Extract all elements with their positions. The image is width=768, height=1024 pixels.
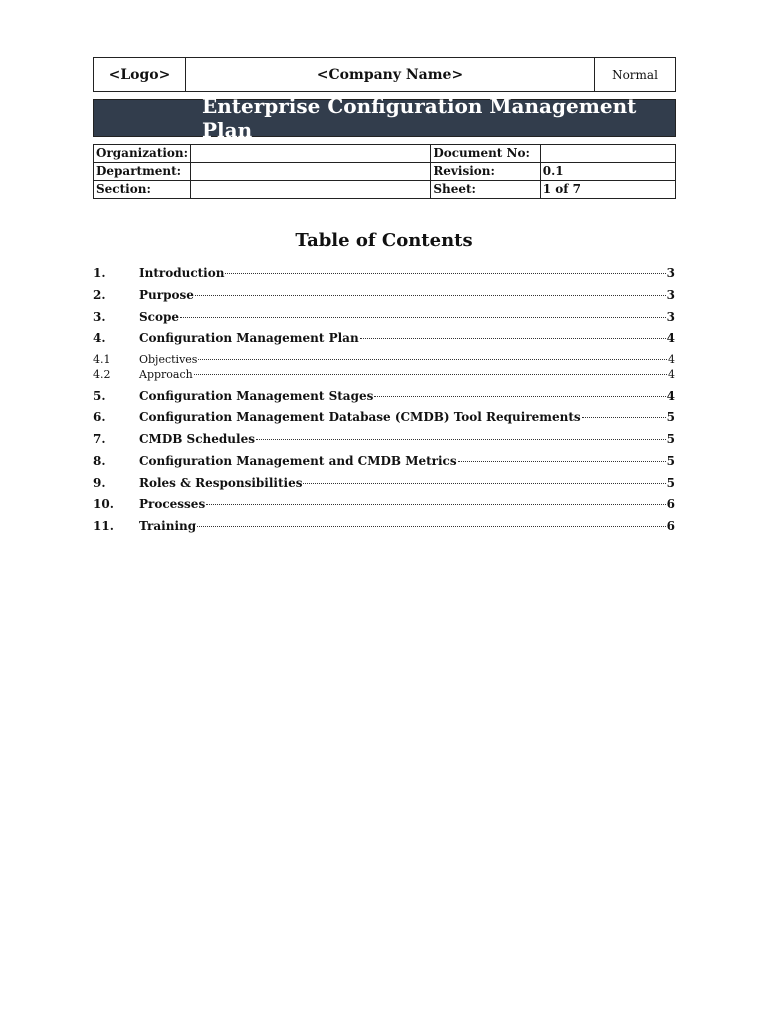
toc-entry-page: 5 — [666, 410, 675, 424]
dot-leader — [206, 504, 665, 505]
dot-leader — [458, 461, 666, 462]
toc-entry-text: Configuration Management and CMDB Metrics — [139, 454, 457, 468]
toc-entry-text: Configuration Management Database (CMDB) Tool Requirements — [139, 410, 581, 424]
toc-entry-text: Configuration Management Stages — [139, 389, 374, 403]
document-no-label: Document No: — [431, 145, 540, 163]
dot-leader — [360, 338, 666, 339]
toc-entry[interactable] — [93, 266, 675, 280]
toc-entry-number: 10. — [93, 497, 114, 511]
toc-entry-text: CMDB Schedules — [139, 432, 255, 446]
toc-entry-text: Introduction — [139, 266, 225, 280]
toc-entry[interactable] — [93, 454, 675, 468]
toc-entry[interactable] — [93, 331, 675, 345]
dot-leader — [256, 439, 666, 440]
toc-subentry[interactable] — [93, 353, 675, 366]
toc-entry-page: 6 — [666, 497, 675, 511]
document-meta-table — [93, 144, 676, 199]
section-label: Section: — [94, 181, 191, 199]
toc-entry-page: 5 — [666, 454, 675, 468]
toc-entry-text: Scope — [139, 310, 180, 324]
toc-entry-page: 4 — [666, 331, 675, 345]
toc-entry-number: 1. — [93, 266, 106, 280]
dot-leader — [197, 526, 666, 527]
toc-entry-number: 3. — [93, 310, 106, 324]
toc-entry[interactable] — [93, 497, 675, 511]
document-title: Enterprise Configuration Management Plan — [202, 94, 637, 142]
document-header — [93, 57, 676, 92]
toc-entry-page: 5 — [666, 476, 675, 490]
dot-leader — [194, 374, 667, 375]
dot-leader — [195, 295, 666, 296]
dot-leader — [180, 317, 666, 318]
status-label: Normal — [612, 67, 658, 82]
section-value — [191, 181, 431, 199]
company-name: <Company Name> — [186, 58, 595, 91]
toc-entry-page: 4 — [668, 368, 675, 381]
toc-entry-page: 3 — [666, 288, 675, 302]
toc-entry[interactable] — [93, 288, 675, 302]
revision-value: 0.1 — [540, 163, 675, 181]
sheet-value: 1 of 7 — [540, 181, 675, 199]
revision-label: Revision: — [431, 163, 540, 181]
toc-entry-page: 4 — [666, 389, 675, 403]
toc-entry-number: 7. — [93, 432, 106, 446]
toc-entry-text: Approach — [139, 368, 193, 381]
toc-entry-number: 6. — [93, 410, 106, 424]
toc-subentry[interactable] — [93, 368, 675, 381]
toc-entry[interactable] — [93, 519, 675, 533]
document-title-banner — [93, 94, 676, 142]
dot-leader — [303, 483, 665, 484]
toc-entry-text: Purpose — [139, 288, 194, 302]
dot-leader — [582, 417, 666, 418]
toc-entry-number: 9. — [93, 476, 106, 490]
toc-entry-number: 5. — [93, 389, 106, 403]
toc-entry-page: 4 — [668, 353, 675, 366]
organization-label: Organization: — [94, 145, 191, 163]
dot-leader — [198, 359, 667, 360]
toc-entry-text: Objectives — [139, 353, 198, 366]
toc-entry-number: 2. — [93, 288, 106, 302]
dot-leader — [225, 273, 665, 274]
toc-entry-text: Processes — [139, 497, 206, 511]
sheet-label: Sheet: — [431, 181, 540, 199]
toc-entry-page: 5 — [666, 432, 675, 446]
toc-entry[interactable] — [93, 432, 675, 446]
toc-entry[interactable] — [93, 476, 675, 490]
toc-entry-number: 4.2 — [93, 368, 111, 381]
toc-entry-number: 4.1 — [93, 353, 111, 366]
toc-entry-text: Roles & Responsibilities — [139, 476, 303, 490]
toc-entry-text: Configuration Management Plan — [139, 331, 359, 345]
toc-entry-number: 4. — [93, 331, 106, 345]
organization-value — [191, 145, 431, 163]
toc-entry-page: 6 — [666, 519, 675, 533]
toc-entry[interactable] — [93, 410, 675, 424]
dot-leader — [374, 396, 665, 397]
toc-entry[interactable] — [93, 310, 675, 324]
toc-entry[interactable] — [93, 389, 675, 403]
toc-entry-text: Training — [139, 519, 197, 533]
document-no-value — [540, 145, 675, 163]
toc-title: Table of Contents — [295, 230, 473, 251]
logo-placeholder: <Logo> — [94, 58, 186, 91]
toc-entry-number: 8. — [93, 454, 106, 468]
toc-entry-page: 3 — [666, 310, 675, 324]
department-label: Department: — [94, 163, 191, 181]
department-value — [191, 163, 431, 181]
toc-entry-number: 11. — [93, 519, 114, 533]
toc-entry-page: 3 — [666, 266, 675, 280]
